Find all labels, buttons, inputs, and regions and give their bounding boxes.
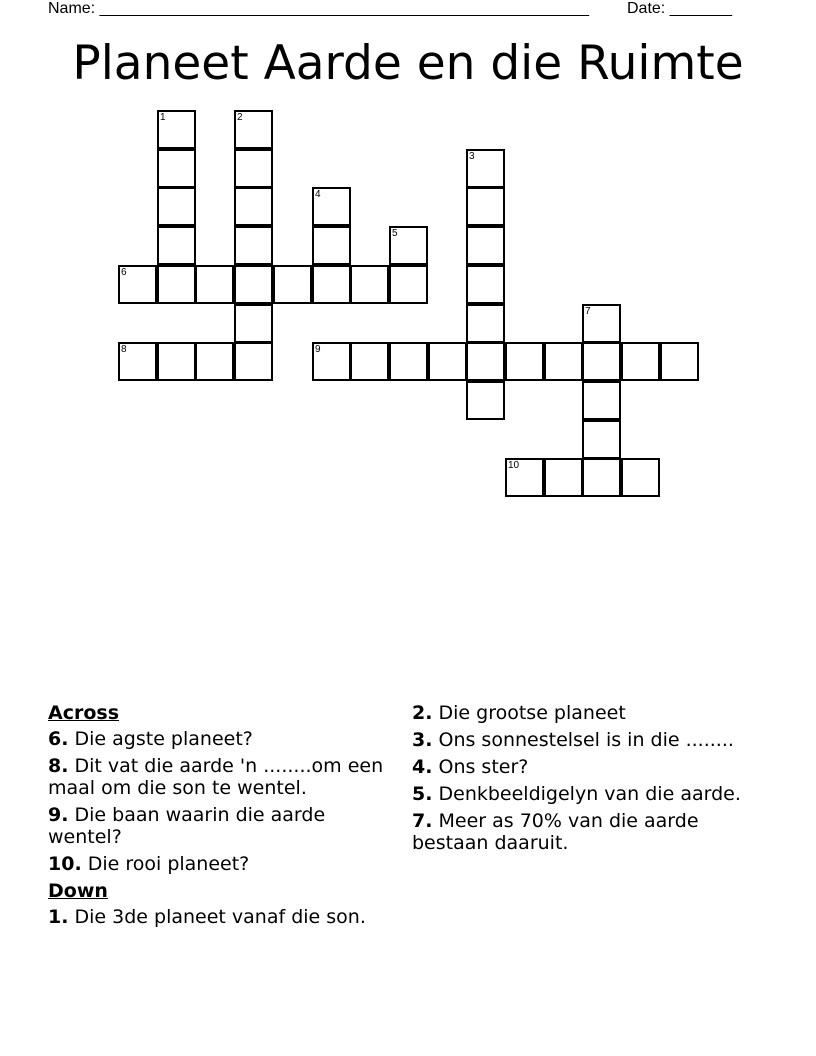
grid-cell[interactable] <box>195 265 234 304</box>
clues-column-right <box>412 702 757 859</box>
across-heading: Across <box>48 702 120 724</box>
down-heading: Down <box>48 880 108 902</box>
cell-number: 4 <box>315 189 321 200</box>
grid-cell[interactable] <box>312 342 351 381</box>
clue-across-9: 9. Die baan waarin die aarde wentel? <box>48 804 326 848</box>
cell-number: 8 <box>121 344 127 355</box>
cell-number: 6 <box>121 267 127 278</box>
grid-cell[interactable] <box>466 226 505 265</box>
grid-cell[interactable] <box>466 381 505 420</box>
grid-cell[interactable] <box>428 342 467 381</box>
clue-down-4: 4. Ons ster? <box>412 756 529 778</box>
clue-across-6: 6. Die agste planeet? <box>48 728 253 750</box>
grid-cell[interactable] <box>582 381 621 420</box>
grid-cell[interactable] <box>234 187 273 226</box>
clue-down-7: 7. Meer as 70% van die aarde bestaan daaruit. <box>412 810 699 854</box>
grid-cell[interactable] <box>234 226 273 265</box>
cell-number: 5 <box>392 228 398 239</box>
grid-cell[interactable] <box>466 265 505 304</box>
clue-down-5: 5. Denkbeeldigelyn van die aarde. <box>412 783 741 805</box>
grid-cell[interactable] <box>582 342 621 381</box>
grid-cell[interactable] <box>273 265 312 304</box>
grid-cell[interactable] <box>157 187 196 226</box>
page-title: Planeet Aarde en die Ruimte <box>72 36 744 91</box>
grid-cell[interactable] <box>466 304 505 343</box>
grid-cell[interactable] <box>234 342 273 381</box>
cell-number: 3 <box>469 151 475 162</box>
grid-cell[interactable] <box>466 187 505 226</box>
date-field[interactable]: Date: _______ <box>627 0 732 17</box>
grid-cell[interactable] <box>157 226 196 265</box>
grid-cell[interactable] <box>312 265 351 304</box>
grid-cell[interactable] <box>621 342 660 381</box>
grid-cell[interactable] <box>350 342 389 381</box>
grid-cell[interactable] <box>389 226 428 265</box>
grid-cell[interactable] <box>234 304 273 343</box>
grid-cell[interactable] <box>312 187 351 226</box>
grid-cell[interactable] <box>582 458 621 497</box>
grid-cell[interactable] <box>312 226 351 265</box>
grid-cell[interactable] <box>118 265 157 304</box>
name-field[interactable]: Name: _______________________________________________________ <box>48 0 589 17</box>
grid-cell[interactable] <box>157 265 196 304</box>
grid-cell[interactable] <box>350 265 389 304</box>
grid-cell[interactable] <box>544 342 583 381</box>
grid-cell[interactable] <box>389 342 428 381</box>
cell-number: 10 <box>508 460 520 471</box>
grid-cell[interactable] <box>389 265 428 304</box>
grid-cell[interactable] <box>234 110 273 149</box>
clues-column-left <box>48 702 393 933</box>
grid-cell[interactable] <box>157 110 196 149</box>
clue-down-3: 3. Ons sonnestelsel is in die ........ <box>412 729 734 751</box>
grid-cell[interactable] <box>505 458 544 497</box>
grid-cell[interactable] <box>582 420 621 459</box>
grid-cell[interactable] <box>505 342 544 381</box>
grid-cell[interactable] <box>544 458 583 497</box>
clue-across-10: 10. Die rooi planeet? <box>48 853 250 875</box>
clue-down-1: 1. Die 3de planeet vanaf die son. <box>48 906 366 928</box>
cell-number: 9 <box>315 344 321 355</box>
grid-cell[interactable] <box>195 342 234 381</box>
clue-across-8: 8. Dit vat die aarde 'n ........om een maal om die son te wentel. <box>48 755 384 799</box>
grid-cell[interactable] <box>466 342 505 381</box>
grid-cell[interactable] <box>234 265 273 304</box>
grid-cell[interactable] <box>157 149 196 188</box>
grid-cell[interactable] <box>621 458 660 497</box>
cell-number: 7 <box>585 306 591 317</box>
cell-number: 2 <box>237 112 243 123</box>
crossword-grid <box>0 0 816 520</box>
grid-cell[interactable] <box>234 149 273 188</box>
grid-cell[interactable] <box>157 342 196 381</box>
clue-down-2: 2. Die grootse planeet <box>412 702 626 724</box>
cell-number: 1 <box>160 112 166 123</box>
grid-cell[interactable] <box>466 149 505 188</box>
grid-cell[interactable] <box>660 342 699 381</box>
grid-cell[interactable] <box>118 342 157 381</box>
grid-cell[interactable] <box>582 304 621 343</box>
